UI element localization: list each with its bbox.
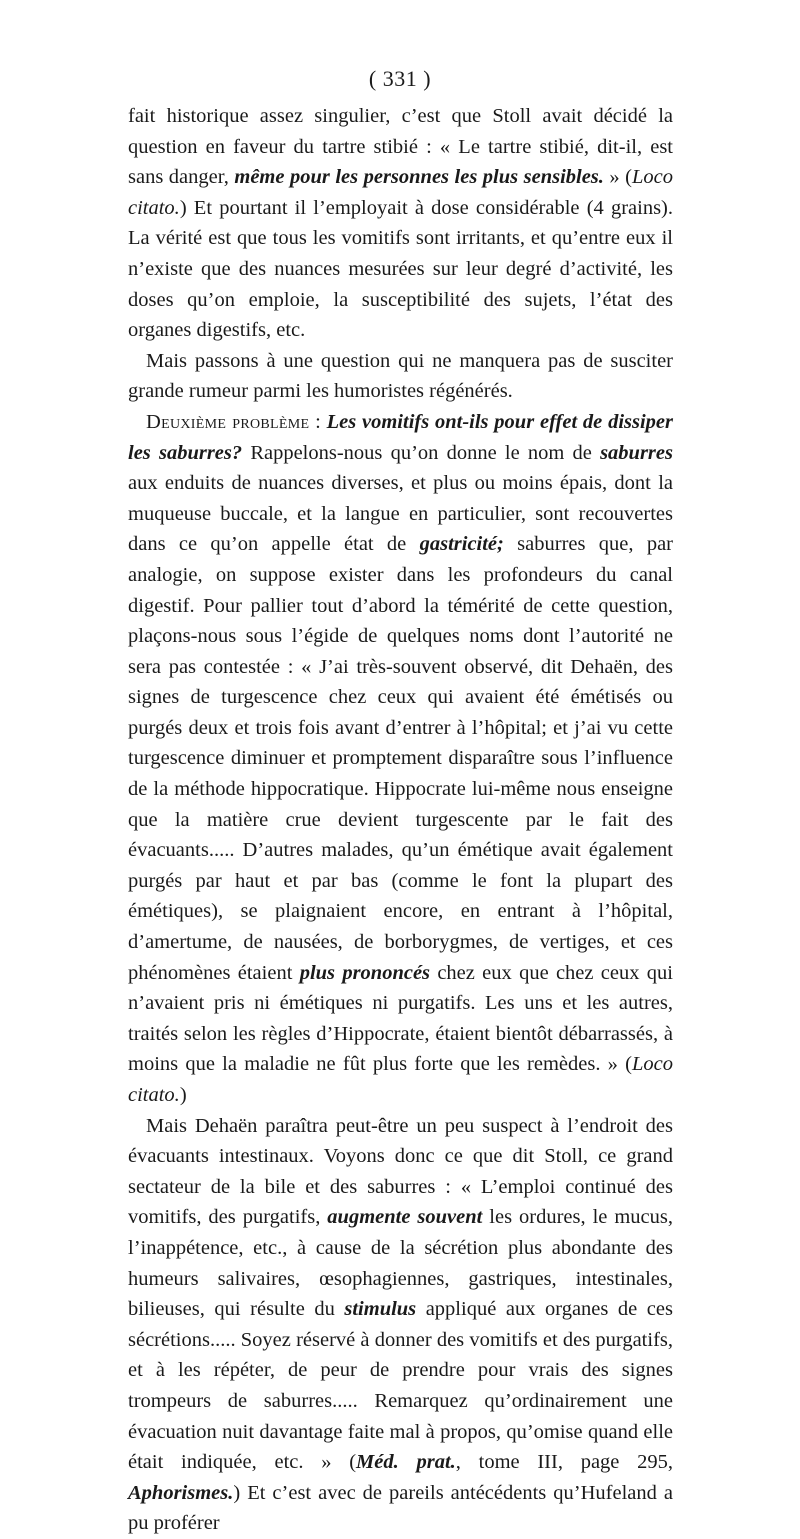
text-run: , tome III, page 295, [455,1451,673,1474]
italic-text: Loco citato. [128,1053,673,1106]
emphasis-text: stimulus [344,1298,417,1321]
text-run: Rappelons-nous qu’on donne le nom de [242,441,601,464]
emphasis-text: même pour les personnes les plus sensibles. [234,166,604,189]
emphasis-text: plus prononcés [299,961,431,984]
text-run: : [309,410,327,433]
text-run: appliqué aux organes de ces sécrétions..... Soyez réservé à donner des vomitifs et des purgatifs, et à les répéter, de peur de prendre pour vrais des signes trompeurs de saburres..... Remarquez qu’ordinairement une évacuation nuit davantage faite mal à propos, qu’omise quand elle était indiquée, etc. » ( [128,1298,673,1474]
page-number: ( 331 ) [368,66,432,91]
text-run: ) [179,1084,187,1106]
paragraph [128,346,673,407]
text-run: Mais passons à une question qui ne manquera pas de susciter grande rumeur parmi les humoristes régénérés. [128,349,673,403]
emphasis-text: Méd. prat. [356,1451,456,1474]
paragraph [128,407,673,1111]
text-run: Mais Dehaën paraîtra peut-être un peu suspect à l’endroit des évacuants intestinaux. Voyons donc ce que dit Stoll, ce grand sectateur de la bile et des saburres : « L’emploi continué des vomitifs, des purgatifs, [128,1114,673,1229]
text-run: ) Et pourtant il l’employait à dose considérable (4 grains). La vérité est que tous les vomitifs sont irritants, et qu’entre eux il n’existe que des nuances mesurées sur leur degré d’activité, les doses qu’on emploie, la susceptibilité des sujets, l’état des organes digestifs, etc. [128,196,673,342]
emphasis-text: gastricité; [419,533,504,556]
text-run: saburres que, par analogie, on suppose exister dans les profondeurs du canal digestif. Pour pallier tout d’abord la témérité de cette question, plaçons-nous sous l’égide de quelques noms dont l’autorité ne sera pas contestée : « J’ai très-souvent observé, dit Dehaën, des signes de turgescence chez ceux qui avaient été émétisés ou purgés deux et trois fois avant d’entrer à l’hôpital; et j’ai vu cette turgescence diminuer et promptement disparaître sous l’influence de la méthode hippocratique. Hippocrate lui-même nous enseigne que la matière crue devient turgescente par le fait des évacuants..... D’autres malades, qu’un émétique avait également purgés par haut et par bas (comme le font la plupart des émétiques), se plaignaient encore, en entrant à l’hôpital, d’amertume, de nausées, de borborygmes, de vertiges, et ces phénomènes étaient [128,533,673,984]
text-run: les ordures, le mucus, l’inappétence, etc., à cause de la sécrétion plus abondante des humeurs salivaires, œsophagiennes, gastriques, intestinales, bilieuses, qui résulte du [128,1206,673,1321]
paragraph [128,101,673,346]
text-run: ) Et c’est avec de pareils antécédents qu’Hufeland a pu proférer [128,1481,673,1535]
paragraph [128,1111,673,1539]
text-run: chez eux que chez ceux qui n’avaient pris ni émétiques ni purgatifs. Les uns et les autres, traités selon les règles d’Hippocrate, étaient bientôt débarrassés, à moins que la maladie ne fût plus forte que les remèdes. » ( [128,961,673,1076]
emphasis-text: Les vomitifs ont-ils pour effet de dissiper les saburres? [128,410,673,464]
text-run: aux enduits de nuances diverses, et plus ou moins épais, dont la muqueuse buccale, et la langue en particulier, sont recouvertes dans ce qu’on appelle état de [128,472,673,556]
body-text [128,101,673,1539]
text-run: » ( [603,166,632,189]
emphasis-text: augmente souvent [327,1206,483,1229]
text-run: fait historique assez singulier, c’est que Stoll avait décidé la question en faveur du tartre stibié : « Le tartre stibié, dit-il, est sans danger, [128,105,673,189]
italic-text: Loco citato. [128,166,673,219]
emphasis-text: saburres [600,441,673,464]
emphasis-text: Aphorismes. [128,1481,234,1504]
small-caps-heading: Deuxième problème [146,410,310,433]
